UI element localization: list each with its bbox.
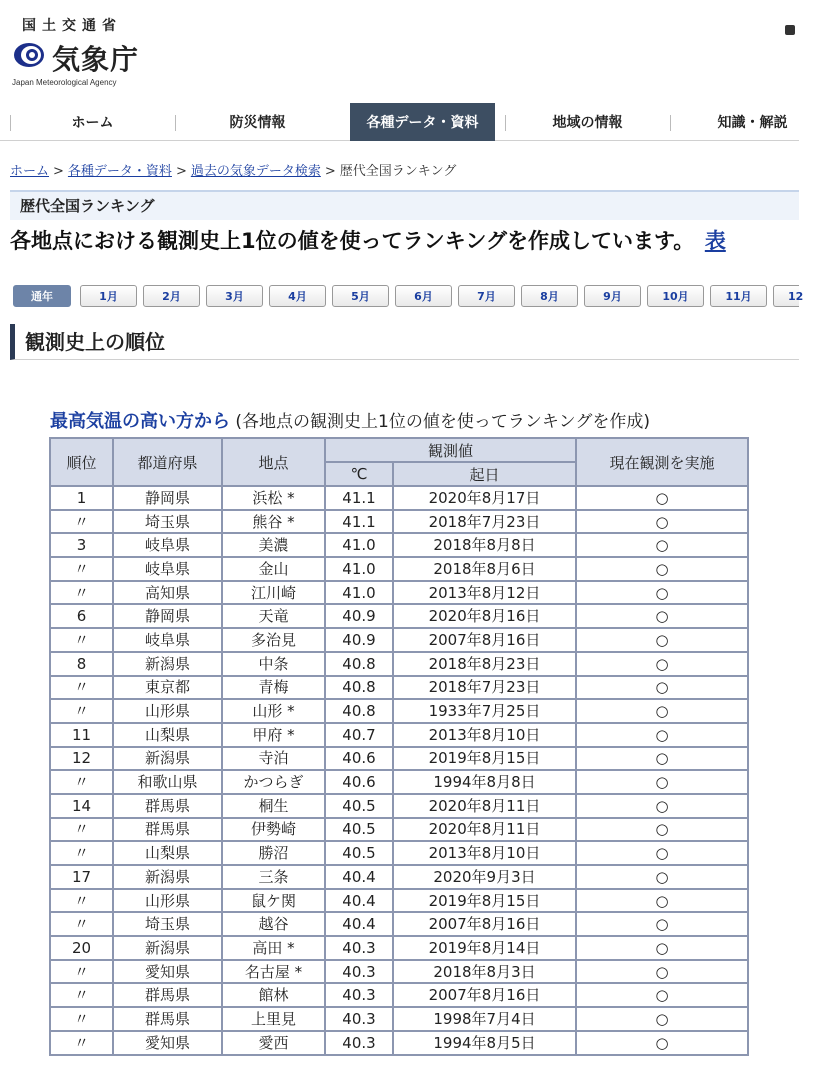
current-obs-cell — [576, 581, 748, 605]
temperature-cell: 40.3 — [325, 983, 393, 1007]
rank-cell: 〃 — [50, 676, 113, 700]
site-cell: 上里見 — [222, 1007, 325, 1031]
current-obs-cell — [576, 604, 748, 628]
prefecture-cell: 群馬県 — [113, 794, 222, 818]
site-cell: 江川崎 — [222, 581, 325, 605]
section-heading: 観測史上の順位 — [10, 324, 799, 360]
current-obs-cell — [576, 912, 748, 936]
site-cell: 越谷 — [222, 912, 325, 936]
current-obs-mark: ○ — [655, 725, 669, 744]
date-cell: 2019年8月14日 — [393, 936, 576, 960]
temperature-cell: 40.3 — [325, 1031, 393, 1055]
table-row — [50, 889, 748, 913]
current-obs-mark: ○ — [655, 749, 669, 768]
site-cell: 愛西 — [222, 1031, 325, 1055]
table-row — [50, 581, 748, 605]
current-obs-mark: ○ — [655, 938, 669, 957]
temperature-cell: 40.3 — [325, 936, 393, 960]
rank-cell: 17 — [50, 865, 113, 889]
current-obs-cell — [576, 794, 748, 818]
temperature-cell: 40.4 — [325, 912, 393, 936]
site-cell: 鼠ケ関 — [222, 889, 325, 913]
rank-cell: 〃 — [50, 983, 113, 1007]
rank-cell: 14 — [50, 794, 113, 818]
prefecture-cell: 愛知県 — [113, 960, 222, 984]
nav-home[interactable]: ホーム — [71, 115, 114, 131]
rank-cell: 〃 — [50, 557, 113, 581]
prefecture-cell: 静岡県 — [113, 604, 222, 628]
current-obs-cell — [576, 936, 748, 960]
rank-cell: 〃 — [50, 841, 113, 865]
temperature-cell: 40.9 — [325, 628, 393, 652]
rank-cell: 〃 — [50, 510, 113, 534]
date-cell: 2007年8月16日 — [393, 912, 576, 936]
header-rank: 順位 — [50, 438, 113, 486]
table-row — [50, 960, 748, 984]
rank-cell: 〃 — [50, 818, 113, 842]
temperature-cell: 40.4 — [325, 865, 393, 889]
temperature-cell: 40.6 — [325, 747, 393, 771]
table-row — [50, 747, 748, 771]
tab-nov[interactable]: 11月 — [710, 285, 767, 307]
table-row — [50, 533, 748, 557]
prefecture-cell: 新潟県 — [113, 747, 222, 771]
table-row — [50, 652, 748, 676]
rank-cell: 〃 — [50, 960, 113, 984]
prefecture-cell: 群馬県 — [113, 983, 222, 1007]
breadcrumb-current: 歴代全国ランキング — [339, 164, 457, 179]
current-obs-mark: ○ — [655, 512, 669, 531]
header-unit: ℃ — [325, 462, 393, 486]
table-row — [50, 604, 748, 628]
site-cell: 勝沼 — [222, 841, 325, 865]
header-site: 地点 — [222, 438, 325, 486]
current-obs-cell — [576, 510, 748, 534]
prefecture-cell: 和歌山県 — [113, 770, 222, 794]
current-obs-cell — [576, 1007, 748, 1031]
date-cell: 2018年8月6日 — [393, 557, 576, 581]
temperature-cell: 40.8 — [325, 676, 393, 700]
tab-jul[interactable]: 7月 — [458, 285, 515, 307]
prefecture-cell: 岐阜県 — [113, 628, 222, 652]
global-nav — [0, 103, 799, 141]
current-obs-cell — [576, 699, 748, 723]
breadcrumb-search[interactable]: 過去の気象データ検索 — [190, 164, 321, 179]
tab-aug[interactable]: 8月 — [521, 285, 578, 307]
current-obs-cell — [576, 628, 748, 652]
table-row — [50, 486, 748, 510]
date-cell: 1998年7月4日 — [393, 1007, 576, 1031]
table-row — [50, 628, 748, 652]
tab-mar[interactable]: 3月 — [206, 285, 263, 307]
nav-region[interactable]: 地域の情報 — [552, 115, 623, 131]
current-obs-mark: ○ — [655, 607, 669, 626]
prefecture-cell: 静岡県 — [113, 486, 222, 510]
prefecture-cell: 新潟県 — [113, 652, 222, 676]
prefecture-cell: 高知県 — [113, 581, 222, 605]
page-title: 歴代全国ランキング — [20, 197, 155, 215]
site-cell: かつらぎ — [222, 770, 325, 794]
temperature-cell: 40.8 — [325, 699, 393, 723]
nav-knowledge[interactable]: 知識・解説 — [717, 115, 788, 131]
temperature-cell: 41.0 — [325, 557, 393, 581]
header-current-obs: 現在観測を実施 — [576, 438, 748, 486]
current-obs-cell — [576, 486, 748, 510]
current-obs-mark: ○ — [655, 678, 669, 697]
table-row — [50, 723, 748, 747]
temperature-cell: 40.5 — [325, 841, 393, 865]
table-caption — [50, 407, 650, 433]
table-row — [50, 983, 748, 1007]
menu-icon[interactable] — [785, 25, 795, 35]
nav-data[interactable]: 各種データ・資料 — [350, 103, 495, 141]
agency-name-en: Japan Meteorological Agency — [12, 78, 117, 87]
date-cell: 2020年8月16日 — [393, 604, 576, 628]
date-cell: 2018年7月23日 — [393, 676, 576, 700]
site-cell: 館林 — [222, 983, 325, 1007]
date-cell: 2019年8月15日 — [393, 747, 576, 771]
tab-jun[interactable]: 6月 — [395, 285, 452, 307]
table-row — [50, 794, 748, 818]
tab-dec[interactable]: 12 — [773, 285, 799, 307]
rank-cell: 1 — [50, 486, 113, 510]
date-cell: 2018年7月23日 — [393, 510, 576, 534]
ranking-table-body — [50, 486, 748, 1055]
current-obs-mark: ○ — [655, 1009, 669, 1028]
header-prefecture: 都道府県 — [113, 438, 222, 486]
prefecture-cell: 山梨県 — [113, 723, 222, 747]
site-cell: 中条 — [222, 652, 325, 676]
current-obs-mark: ○ — [655, 891, 669, 910]
rank-cell: 11 — [50, 723, 113, 747]
ranking-table — [49, 437, 749, 1056]
current-obs-mark: ○ — [655, 796, 669, 815]
site-cell: 天竜 — [222, 604, 325, 628]
site-cell: 熊谷 * — [222, 510, 325, 534]
temperature-cell: 40.9 — [325, 604, 393, 628]
table-row — [50, 936, 748, 960]
current-obs-cell — [576, 723, 748, 747]
ministry-name: 国土交通省 — [22, 18, 122, 34]
header-observed: 観測値 — [325, 438, 576, 462]
prefecture-cell: 山形県 — [113, 699, 222, 723]
current-obs-mark: ○ — [655, 654, 669, 673]
site-cell: 美濃 — [222, 533, 325, 557]
date-cell: 2007年8月16日 — [393, 628, 576, 652]
date-cell: 2019年8月15日 — [393, 889, 576, 913]
date-cell: 2020年8月11日 — [393, 818, 576, 842]
date-cell: 2018年8月8日 — [393, 533, 576, 557]
nav-disaster-info[interactable]: 防災情報 — [229, 115, 286, 131]
tab-oct[interactable]: 10月 — [647, 285, 704, 307]
temperature-cell: 40.5 — [325, 794, 393, 818]
rank-cell: 3 — [50, 533, 113, 557]
table-row — [50, 699, 748, 723]
date-cell: 2018年8月3日 — [393, 960, 576, 984]
temperature-cell: 40.7 — [325, 723, 393, 747]
current-obs-mark: ○ — [655, 915, 669, 934]
month-tabs — [0, 285, 804, 309]
current-obs-cell — [576, 1031, 748, 1055]
date-cell: 1933年7月25日 — [393, 699, 576, 723]
current-obs-mark: ○ — [655, 986, 669, 1005]
current-obs-cell — [576, 818, 748, 842]
site-cell: 浜松 * — [222, 486, 325, 510]
current-obs-mark: ○ — [655, 773, 669, 792]
temperature-cell: 40.3 — [325, 960, 393, 984]
prefecture-cell: 群馬県 — [113, 818, 222, 842]
temperature-cell: 40.6 — [325, 770, 393, 794]
prefecture-cell: 新潟県 — [113, 936, 222, 960]
agency-name[interactable]: 気象庁 — [52, 43, 140, 76]
current-obs-cell — [576, 533, 748, 557]
date-cell: 2007年8月16日 — [393, 983, 576, 1007]
date-cell: 1994年8月5日 — [393, 1031, 576, 1055]
tab-sep[interactable]: 9月 — [584, 285, 641, 307]
current-obs-cell — [576, 889, 748, 913]
table-row — [50, 676, 748, 700]
date-cell: 2018年8月23日 — [393, 652, 576, 676]
prefecture-cell: 東京都 — [113, 676, 222, 700]
temperature-cell: 40.8 — [325, 652, 393, 676]
site-cell: 金山 — [222, 557, 325, 581]
breadcrumb: ホーム > 各種データ・資料 > 過去の気象データ検索 > 歴代全国ランキング — [10, 164, 457, 179]
temperature-cell: 40.3 — [325, 1007, 393, 1031]
temperature-cell: 40.5 — [325, 818, 393, 842]
prefecture-cell: 岐阜県 — [113, 533, 222, 557]
current-obs-mark: ○ — [655, 844, 669, 863]
prefecture-cell: 埼玉県 — [113, 510, 222, 534]
site-cell: 三条 — [222, 865, 325, 889]
table-row — [50, 841, 748, 865]
date-cell: 2020年9月3日 — [393, 865, 576, 889]
site-cell: 甲府 * — [222, 723, 325, 747]
current-obs-mark: ○ — [655, 488, 669, 507]
date-cell: 1994年8月8日 — [393, 770, 576, 794]
temperature-cell: 41.1 — [325, 510, 393, 534]
current-obs-cell — [576, 770, 748, 794]
current-obs-mark: ○ — [655, 630, 669, 649]
current-obs-cell — [576, 960, 748, 984]
current-obs-mark: ○ — [655, 1033, 669, 1052]
rank-cell: 〃 — [50, 1031, 113, 1055]
breadcrumb-data[interactable]: 各種データ・資料 — [67, 164, 172, 179]
site-cell: 伊勢崎 — [222, 818, 325, 842]
site-cell: 青梅 — [222, 676, 325, 700]
prefecture-cell: 群馬県 — [113, 1007, 222, 1031]
temperature-cell: 40.4 — [325, 889, 393, 913]
table-row — [50, 865, 748, 889]
rank-cell: 12 — [50, 747, 113, 771]
rank-cell: 20 — [50, 936, 113, 960]
current-obs-cell — [576, 652, 748, 676]
table-row — [50, 510, 748, 534]
temperature-cell: 41.0 — [325, 533, 393, 557]
current-obs-cell — [576, 865, 748, 889]
table-row — [50, 557, 748, 581]
rank-cell: 〃 — [50, 889, 113, 913]
table-caption-main: 最高気温の高い方から — [50, 411, 230, 432]
date-cell: 2013年8月10日 — [393, 841, 576, 865]
table-row — [50, 912, 748, 936]
site-cell: 桐生 — [222, 794, 325, 818]
date-cell: 2013年8月12日 — [393, 581, 576, 605]
tab-annual[interactable]: 通年 — [13, 285, 71, 307]
current-obs-mark: ○ — [655, 583, 669, 602]
current-obs-cell — [576, 983, 748, 1007]
rank-cell: 〃 — [50, 770, 113, 794]
rank-cell: 〃 — [50, 699, 113, 723]
prefecture-cell: 岐阜県 — [113, 557, 222, 581]
header-date: 起日 — [393, 462, 576, 486]
page-lead-link[interactable]: 表 — [704, 229, 726, 253]
rank-cell: 8 — [50, 652, 113, 676]
current-obs-cell — [576, 841, 748, 865]
rank-cell: 〃 — [50, 1007, 113, 1031]
current-obs-mark: ○ — [655, 559, 669, 578]
jma-logo-icon[interactable] — [12, 41, 46, 69]
page-lead — [10, 225, 726, 255]
table-row — [50, 818, 748, 842]
rank-cell: 〃 — [50, 628, 113, 652]
current-obs-mark: ○ — [655, 867, 669, 886]
breadcrumb-home[interactable]: ホーム — [10, 164, 50, 179]
prefecture-cell: 山梨県 — [113, 841, 222, 865]
prefecture-cell: 埼玉県 — [113, 912, 222, 936]
site-cell: 名古屋 * — [222, 960, 325, 984]
site-header — [0, 0, 799, 100]
prefecture-cell: 新潟県 — [113, 865, 222, 889]
rank-cell: 6 — [50, 604, 113, 628]
date-cell: 2020年8月11日 — [393, 794, 576, 818]
current-obs-mark: ○ — [655, 820, 669, 839]
current-obs-cell — [576, 557, 748, 581]
table-row — [50, 770, 748, 794]
current-obs-cell — [576, 676, 748, 700]
page-lead-text: 各地点における観測史上1位の値を使ってランキングを作成しています。 — [10, 229, 684, 253]
temperature-cell: 41.1 — [325, 486, 393, 510]
date-cell: 2013年8月10日 — [393, 723, 576, 747]
table-row — [50, 1007, 748, 1031]
prefecture-cell: 山形県 — [113, 889, 222, 913]
date-cell: 2020年8月17日 — [393, 486, 576, 510]
tab-apr[interactable]: 4月 — [269, 285, 326, 307]
site-cell: 多治見 — [222, 628, 325, 652]
current-obs-mark: ○ — [655, 702, 669, 721]
tab-may[interactable]: 5月 — [332, 285, 389, 307]
rank-cell: 〃 — [50, 912, 113, 936]
rank-cell: 〃 — [50, 581, 113, 605]
site-cell: 寺泊 — [222, 747, 325, 771]
tab-jan[interactable]: 1月 — [80, 285, 137, 307]
site-cell: 高田 * — [222, 936, 325, 960]
tab-feb[interactable]: 2月 — [143, 285, 200, 307]
prefecture-cell: 愛知県 — [113, 1031, 222, 1055]
table-row — [50, 1031, 748, 1055]
site-cell: 山形 * — [222, 699, 325, 723]
current-obs-mark: ○ — [655, 962, 669, 981]
temperature-cell: 41.0 — [325, 581, 393, 605]
current-obs-mark: ○ — [655, 536, 669, 555]
table-caption-sub: (各地点の観測史上1位の値を使ってランキングを作成) — [235, 412, 650, 432]
current-obs-cell — [576, 747, 748, 771]
